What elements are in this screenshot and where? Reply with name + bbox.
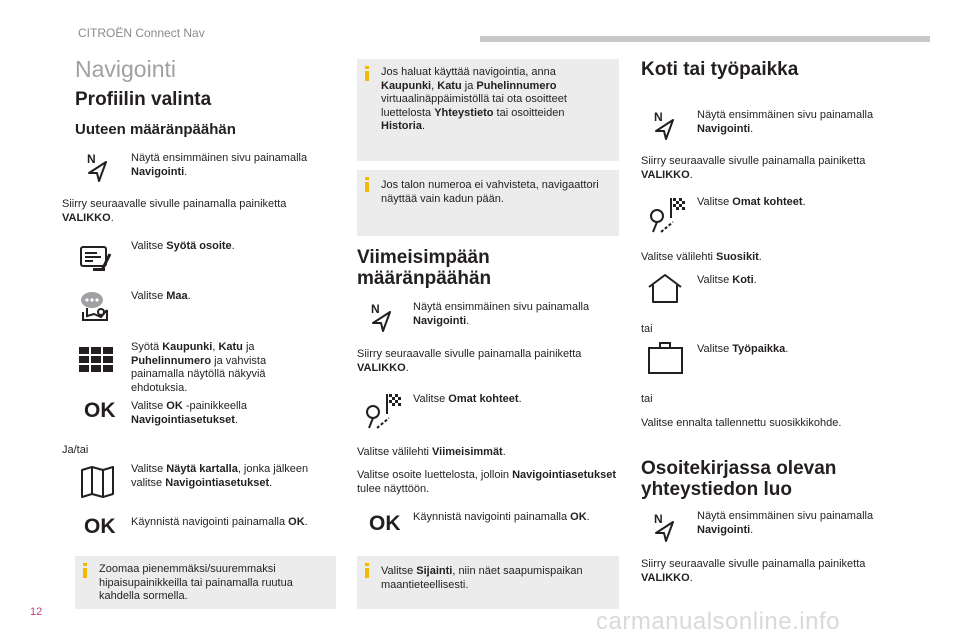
- info-note: [75, 556, 336, 609]
- step-text: Näytä ensimmäinen sivu painamalla Navigointi.: [413, 301, 590, 327]
- work-icon: [646, 340, 686, 381]
- step-text: Syötä Kaupunki, Katu ja Puhelinnumero ja vahvista painamalla näytöllä näkyviä ehdotuksia.: [131, 341, 267, 394]
- bold-term: Viimeisimmät: [432, 446, 503, 458]
- ok-button-icon: OK: [84, 399, 116, 422]
- bold-term: OK: [570, 511, 587, 523]
- note-text: Valitse Sijainti, niin näet saapumispaikan maantieteellisesti.: [381, 565, 583, 591]
- paragraph: Valitse ennalta tallennettu suosikkikohde.: [641, 417, 842, 429]
- bold-term: Syötä osoite: [166, 240, 232, 252]
- bold-term: Omat kohteet: [732, 196, 803, 208]
- step-text: Näytä ensimmäinen sivu painamalla Navigointi.: [697, 109, 874, 135]
- bold-term: VALIKKO: [641, 571, 690, 584]
- paragraph: tai: [641, 323, 653, 335]
- my-destinations-icon: [363, 392, 403, 437]
- subsection-title-new-destination: Uuteen määränpäähän: [75, 121, 236, 138]
- bold-term: Puhelinnumero: [131, 354, 212, 367]
- info-icon: [365, 66, 369, 81]
- bold-term: OK: [288, 516, 305, 528]
- step-text: Valitse Koti.: [697, 274, 757, 286]
- map-icon: [80, 465, 116, 504]
- keypad-icon: [79, 345, 115, 380]
- bold-term: Katu: [437, 79, 462, 92]
- bold-term: VALIKKO: [357, 361, 406, 374]
- step-text: Valitse Omat kohteet.: [697, 196, 806, 208]
- bold-term: Suosikit: [716, 251, 759, 263]
- paragraph: Valitse välilehti Viimeisimmät.: [357, 446, 506, 458]
- step-text: Valitse Työpaikka.: [697, 343, 789, 355]
- section-title-profile: Profiilin valinta: [75, 89, 212, 110]
- svg-text:N: N: [654, 512, 663, 526]
- bold-term: Navigointi: [697, 523, 751, 536]
- bold-term: Kaupunki: [162, 341, 213, 353]
- paragraph: Siirry seuraavalle sivulle painamalla painiketta VALIKKO.: [641, 155, 866, 181]
- bold-term: Navigointiasetukset: [512, 469, 617, 481]
- address-entry-icon: [79, 244, 113, 279]
- bold-term: Navigointi: [131, 165, 185, 178]
- watermark: carmanualsonline.info: [596, 608, 840, 635]
- svg-text:N: N: [371, 302, 380, 316]
- step-text: Valitse OK -painikkeella Navigointiasetukset.: [131, 400, 247, 426]
- bold-term: Navigointiasetukset: [165, 476, 270, 489]
- info-icon: [365, 563, 369, 578]
- page-number: 12: [30, 606, 43, 618]
- step-text: Käynnistä navigointi painamalla OK.: [413, 511, 590, 523]
- bold-term: OK: [166, 400, 183, 412]
- info-note: [357, 170, 619, 236]
- header-bar: [480, 36, 930, 42]
- bold-term: VALIKKO: [641, 168, 690, 181]
- section-title-recent: Viimeisimpään määränpäähän: [357, 247, 492, 290]
- step-text: Valitse Omat kohteet.: [413, 393, 522, 405]
- paragraph: tai: [641, 393, 653, 405]
- header-title: CITROËN Connect Nav: [78, 26, 205, 40]
- svg-text:N: N: [654, 110, 663, 124]
- note-text: Zoomaa pienemmäksi/suuremmaksi hipaisupainikkeilla tai painamalla ruutua kahdella sormella.: [99, 563, 293, 602]
- note-text: Jos talon numeroa ei vahvisteta, navigaattori näyttää vain kadun pään.: [381, 179, 599, 205]
- step-text: Näytä ensimmäinen sivu painamalla Navigointi.: [131, 152, 308, 178]
- navigation-icon: [652, 110, 678, 145]
- home-icon: [646, 273, 686, 310]
- ok-button-icon: OK: [369, 512, 401, 535]
- bold-term: Puhelinnumero: [476, 79, 557, 92]
- svg-text:N: N: [87, 152, 96, 166]
- navigation-icon: [85, 152, 111, 187]
- info-icon: [365, 177, 369, 192]
- ok-button-icon: OK: [84, 515, 116, 538]
- paragraph: Siirry seuraavalle sivulle painamalla painiketta VALIKKO.: [62, 198, 287, 224]
- bold-term: Yhteystieto: [434, 106, 494, 119]
- step-text: Valitse Syötä osoite.: [131, 240, 235, 252]
- section-title-home-work: Koti tai työpaikka: [641, 59, 799, 80]
- bold-term: Sijainti: [416, 565, 453, 577]
- bold-term: Omat kohteet: [448, 393, 519, 405]
- section-title-contact: Osoitekirjassa olevan yhteystiedon luo: [641, 458, 837, 501]
- bold-term: Näytä kartalla: [166, 463, 238, 475]
- step-text: Käynnistä navigointi painamalla OK.: [131, 516, 308, 528]
- paragraph: Siirry seuraavalle sivulle painamalla painiketta VALIKKO.: [357, 348, 582, 374]
- info-note: [357, 556, 619, 609]
- country-icon: [79, 290, 113, 329]
- bold-term: Koti: [732, 274, 754, 286]
- bold-term: Navigointiasetukset: [131, 413, 235, 426]
- bold-term: Kaupunki: [381, 79, 432, 92]
- step-text: Näytä ensimmäinen sivu painamalla Navigointi.: [697, 510, 874, 536]
- bold-term: Työpaikka: [732, 343, 786, 355]
- paragraph: Siirry seuraavalle sivulle painamalla painiketta VALIKKO.: [641, 558, 866, 584]
- navigation-icon: [369, 302, 395, 337]
- step-text: Valitse Maa.: [131, 290, 191, 302]
- page-title: Navigointi: [75, 56, 176, 82]
- bold-term: Maa: [166, 290, 188, 302]
- step-text: Valitse Näytä kartalla, jonka jälkeen valitse Navigointiasetukset.: [131, 463, 309, 489]
- paragraph: Valitse osoite luettelosta, jolloin Navigointiasetukset tulee näyttöön.: [357, 469, 617, 495]
- bold-term: Historia: [381, 120, 422, 132]
- info-icon: [83, 563, 87, 578]
- navigation-icon: [652, 512, 678, 547]
- info-note: [357, 59, 619, 161]
- note-text: Jos haluat käyttää navigointia, anna Kaupunki, Katu ja Puhelinnumero virtuaalinäppäimistöllä tai ota osoitteet luettelosta Yhteystieto tai osoitteiden Historia.: [381, 66, 567, 132]
- paragraph: Ja/tai: [62, 444, 89, 456]
- bold-term: Navigointi: [413, 314, 467, 327]
- my-destinations-icon: [647, 196, 687, 241]
- bold-term: Navigointi: [697, 122, 751, 135]
- bold-term: Katu: [218, 341, 243, 353]
- paragraph: Valitse välilehti Suosikit.: [641, 251, 762, 263]
- bold-term: VALIKKO: [62, 211, 111, 224]
